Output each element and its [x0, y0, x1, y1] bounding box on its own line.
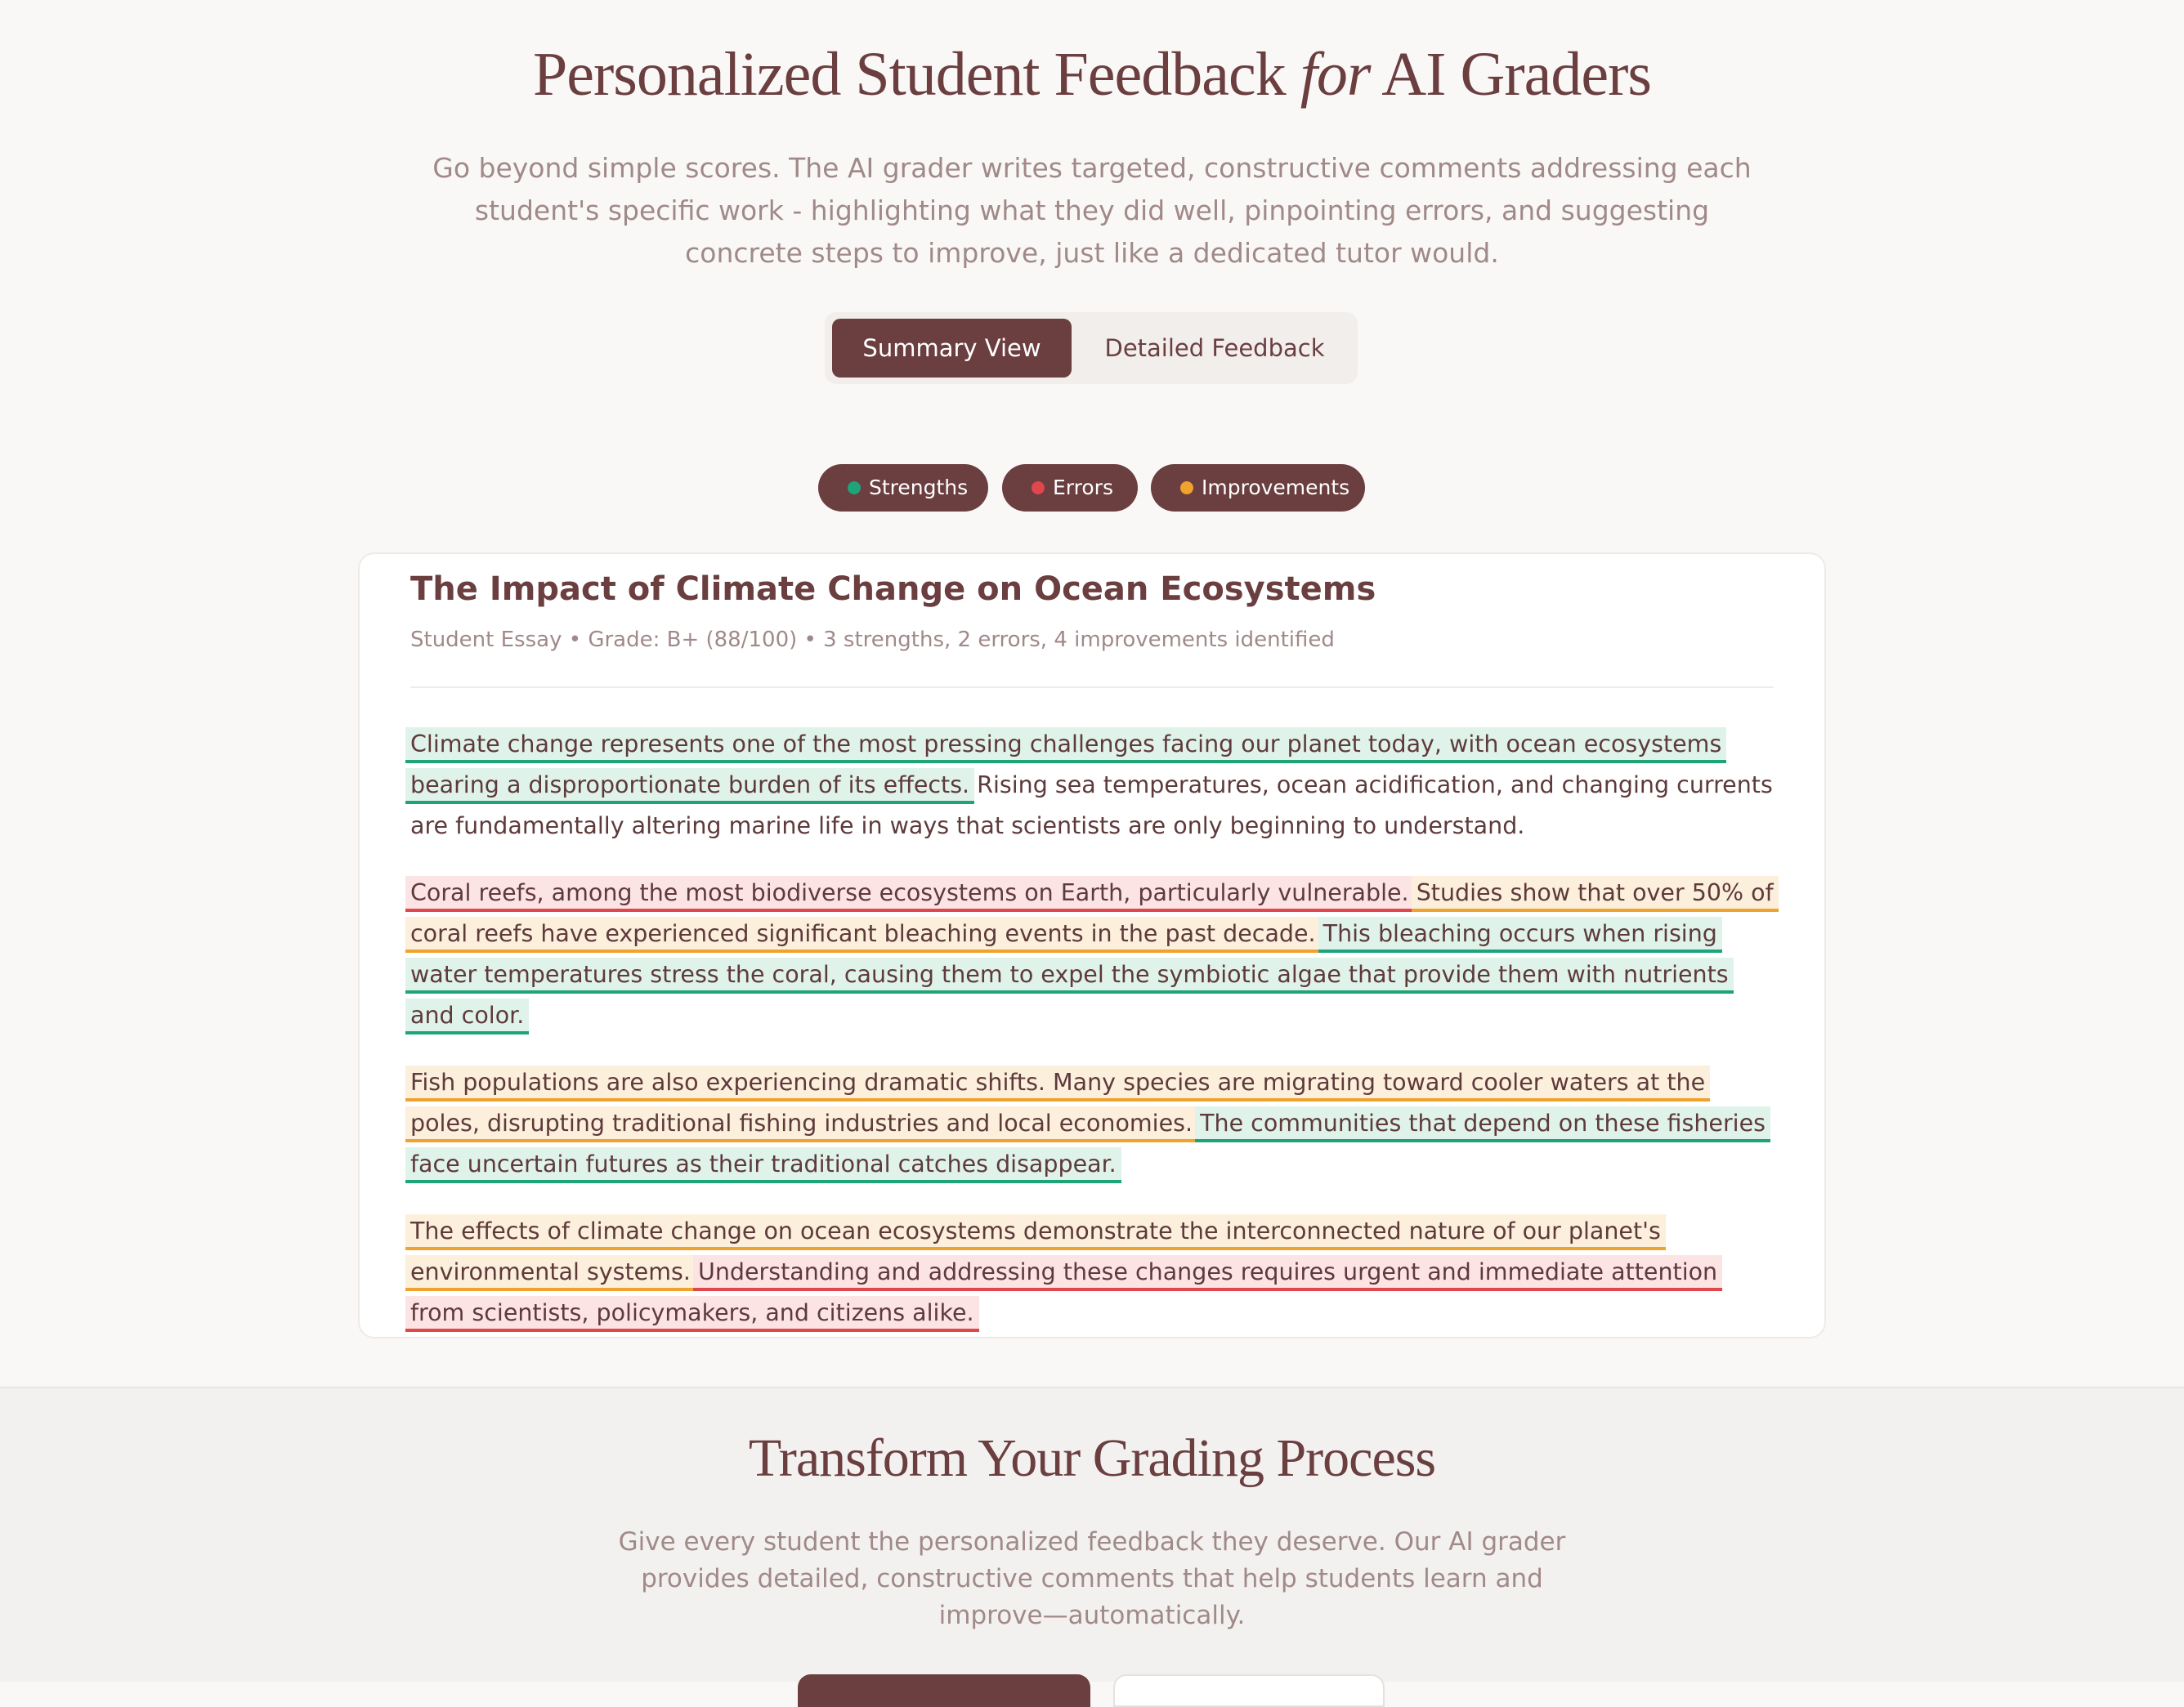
cta-title: Transform Your Grading Process — [748, 1428, 1436, 1488]
improvement-highlight[interactable]: The effects of climate change on ocean ecosystems demonstrate the interconnected nature of our planet's environmental systems. — [405, 1214, 1666, 1291]
primary-cta-button[interactable] — [798, 1674, 1090, 1707]
error-dot-icon — [1032, 481, 1045, 494]
improvement-highlight[interactable]: Many species are migrating toward cooler waters at the poles, disrupting traditional fishing industries and local economies. — [405, 1066, 1710, 1142]
error-highlight[interactable]: Understanding and addressing these changes requires urgent and immediate attention from scientists, policymakers, and citizens alike. — [405, 1255, 1722, 1332]
cta-section — [0, 1387, 2184, 1682]
strength-dot-icon — [848, 481, 861, 494]
essay-meta: Student Essay • Grade: B+ (88/100) • 3 strengths, 2 errors, 4 improvements identified — [410, 628, 1335, 652]
legend-errors[interactable] — [1002, 464, 1138, 512]
legend-label: Strengths — [869, 476, 969, 499]
hero-subtitle: Go beyond simple scores. The AI grader writes targeted, constructive comments addressing each student's specific work - highlighting what they did well, pinpointing errors, and suggesting concrete steps to improve, just like a dedicated tutor would. — [432, 152, 1752, 269]
strength-highlight[interactable]: Climate change represents one of the most pressing challenges facing our planet today, with ocean ecosystems bearing a disproportionate burden of its effects. — [405, 727, 1726, 804]
title-part-2: AI Graders — [1370, 40, 1651, 109]
cta-subtitle: Give every student the personalized feedback they deserve. Our AI grader provides detailed, constructive comments that help students learn and improve—automatically. — [618, 1527, 1566, 1630]
essay-paragraph — [410, 1062, 1777, 1185]
essay-body — [410, 724, 1777, 1360]
view-toggle — [825, 312, 1358, 384]
improvement-dot-icon — [1180, 481, 1193, 494]
page-title — [0, 39, 2184, 110]
legend-strengths[interactable] — [818, 464, 988, 512]
essay-card — [358, 552, 1826, 1338]
strength-highlight[interactable]: The communities that depend on these fisheries face uncertain futures as their traditional catches disappear. — [405, 1106, 1770, 1183]
error-highlight[interactable]: Coral reefs, among the most biodiverse ecosystems on Earth, particularly vulnerable. — [405, 876, 1414, 912]
improvement-highlight[interactable]: Fish populations are also experiencing dramatic shifts. — [405, 1066, 1050, 1102]
legend-label: Improvements — [1202, 476, 1350, 499]
title-part-1: Personalized Student Feedback — [533, 40, 1300, 109]
essay-paragraph — [410, 724, 1777, 847]
legend-label: Errors — [1053, 476, 1113, 499]
essay-paragraph — [410, 873, 1777, 1036]
title-italic: for — [1300, 40, 1371, 109]
divider — [410, 686, 1774, 688]
essay-text: Rising sea temperatures, ocean acidification, and changing currents are fundamentally altering marine life in ways that scientists are only beginning to understand. — [410, 771, 1773, 839]
improvement-highlight[interactable]: Studies show that over 50% of coral reefs have experienced significant bleaching events in the past decade. — [405, 876, 1779, 953]
secondary-cta-button[interactable] — [1113, 1674, 1385, 1707]
tab-summary-view[interactable]: Summary View — [832, 319, 1072, 378]
tab-detailed-feedback[interactable]: Detailed Feedback — [1104, 334, 1325, 362]
essay-paragraph — [410, 1211, 1777, 1334]
essay-title: The Impact of Climate Change on Ocean Ecosystems — [410, 570, 1376, 608]
strength-highlight[interactable]: This bleaching occurs when rising water temperatures stress the coral, causing them to expel the symbiotic algae that provide them with nutrients and color. — [405, 917, 1734, 1034]
legend-improvements[interactable] — [1151, 464, 1365, 512]
